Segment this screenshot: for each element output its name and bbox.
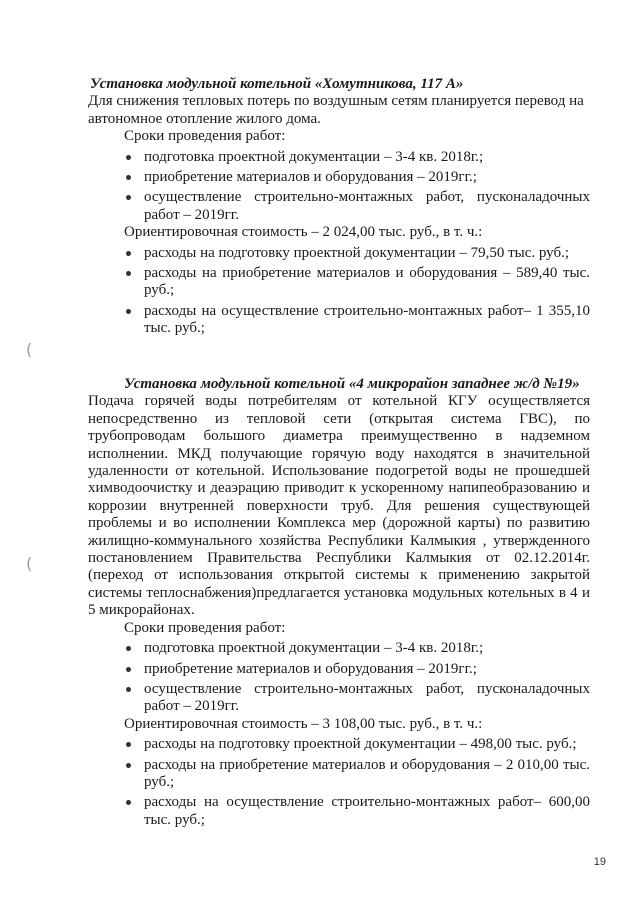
schedule-item: осуществление строительно-монтажных работ, пусконаладочных работ – 2019гг. — [88, 681, 590, 716]
section-microdistrict-4 — [88, 376, 590, 829]
cost-item: расходы на осуществление строительно-монтажных работ– 600,00 тыс. руб.; — [88, 794, 590, 829]
schedule-item: приобретение материалов и оборудования – 2019гг.; — [88, 661, 590, 678]
section-khomutnikova — [88, 76, 590, 338]
cost-item: расходы на подготовку проектной документации – 498,00 тыс. руб.; — [88, 736, 590, 753]
section-intro: Подача горячей воды потребителям от котельной КГУ осуществляется непосредственно из тепловой сети (открытая система ГВС), по трубопроводам большого диаметра преимущественно в надземном исполнении. МКД получающие горячую воду находятся в значительной удаленности от котельной. Использование подогретой воды не прошедшей химводоочистку и деаэрацию приводит к ускоренному напипеобразованию и коррозии внутренней поверхности труб. Для решения существующей проблемы и во исполнении Комплекса мер (дорожной карты) по развитию жилищно-коммунального хозяйства Республики Калмыкия , утвержденного постановлением Правительства Республики Калмыкия от 02.12.2014г.(переход от использования открытой системы к применению закрытой системы теплоснабжения)предлагается установка модульных котельных в 4 и 5 микрорайонах. — [88, 393, 590, 619]
schedule-item: осуществление строительно-монтажных работ, пусконаладочных работ – 2019гг. — [88, 189, 590, 224]
schedule-item: подготовка проектной документации – 3-4 кв. 2018г.; — [88, 149, 590, 166]
cost-list — [88, 736, 590, 829]
schedule-label: Сроки проведения работ: — [124, 619, 286, 636]
cost-label: Ориентировочная стоимость – 2 024,00 тыс. руб., в т. ч.: — [124, 224, 483, 241]
section-heading: Установка модульной котельной «4 микрорайон западнее ж/д №19» — [124, 376, 580, 392]
section-intro: Для снижения тепловых потерь по воздушным сетям планируется перевод на автономное отопление жилого дома. — [88, 93, 584, 127]
section-heading: Установка модульной котельной «Хомутникова, 117 А» — [90, 76, 464, 92]
cost-item: расходы на осуществление строительно-монтажных работ– 1 355,10 тыс. руб.; — [88, 303, 590, 338]
scan-artifact-mark: ( — [26, 554, 33, 573]
cost-label: Ориентировочная стоимость – 3 108,00 тыс. руб., в т. ч.: — [124, 715, 483, 732]
schedule-list — [88, 149, 590, 225]
cost-item: расходы на приобретение материалов и оборудования – 589,40 тыс. руб.; — [88, 265, 590, 300]
page-number: 19 — [593, 856, 606, 868]
schedule-item: подготовка проектной документации – 3-4 кв. 2018г.; — [88, 640, 590, 657]
schedule-list — [88, 640, 590, 716]
schedule-label: Сроки проведения работ: — [124, 128, 286, 145]
cost-list — [88, 245, 590, 338]
cost-item: расходы на подготовку проектной документации – 79,50 тыс. руб.; — [88, 245, 590, 262]
scan-artifact-mark: ( — [26, 340, 33, 359]
cost-item: расходы на приобретение материалов и оборудования – 2 010,00 тыс. руб.; — [88, 757, 590, 792]
schedule-item: приобретение материалов и оборудования – 2019гг.; — [88, 169, 590, 186]
